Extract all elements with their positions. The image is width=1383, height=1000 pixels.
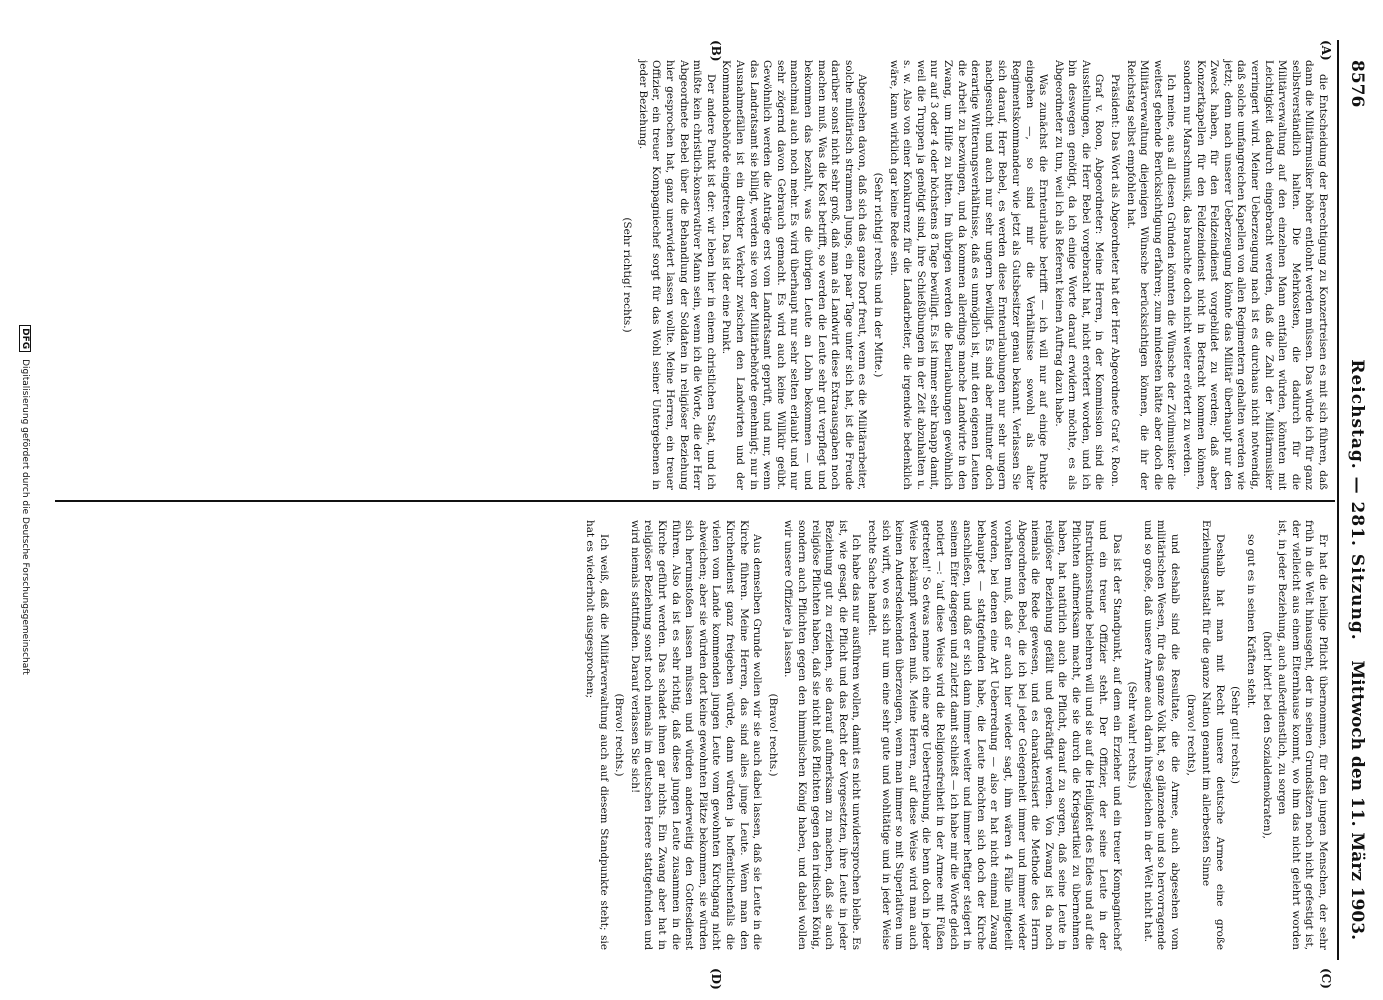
paragraph: Ich weiß, daß die Militärverwaltung auch auf diesem Standpunkte steht; sie hat es wiederholt ausgesprochen;: [584, 520, 610, 950]
funding-footer: [19, 0, 31, 1000]
paragraph: Der andere Punkt ist der: wir leben hier in einem christlichen Staat, und ich müßte kein christlich-konservativer Mann sein, wenn ich die Worte, die der Herr Abgeordnete Bebel über die Behandlung der Soldaten in religiöser Beziehung hier gesprochen hat, ganz unerwidert lassen wollte. Meine Herren, ein treuer Offizier, ein treuer Kompagniechef sorgt für das Wohl seiner Untergebenen in jeder Beziehung.: [636, 60, 717, 490]
interjection: (Sehr wahr! rechts.): [1126, 681, 1139, 789]
margin-marker-d: (D): [709, 968, 723, 990]
dfg-logo: DFG: [19, 325, 31, 352]
paragraph: Aus demselben Grunde wollen wir sie auch dabei lassen, daß sie Leute in die Kirche führen. Meine Herren, das sind alles junge Leute. Wenn man den Kirchendienst ganz freigeben würde, dann würden ja hoffentlichenfalls die vielen vom Lande kommenden jungen Leute vom gewohnten Kirchgang nicht abweichen; aber sie würden dort keine gewohnten Plätze bekommen, sie würden sich herumstoßen lassen müssen und würden anderweitig den Gottesdienst führen. Also da ist es sehr richtig, daß diese jungen Leute zusammen in die Kirche geführt werden. Das schadet ihnen gar nichts. Ein Zwang aber hat in religiöser Beziehung sonst noch niemals im deutschen Heere stattgefunden und wird niemals stattfinden. Darauf verlassen Sie sich!: [628, 520, 764, 950]
paragraph: Er hat die heilige Pflicht übernommen, für den jungen Menschen, der sehr früh in die Welt hinausgeht, der in seinen Grundsätzen noch nicht gefestigt ist, der vielleicht aus einem Elternhause kommt, wo ihm das nicht gelehrt worden ist, in jeder Beziehung, auch außerdienstlich, zu sorgen: [1276, 520, 1329, 950]
paragraph: Das ist der Standpunkt, auf dem ein Erzieher und ein treuer Kompagniechef und ein treuer Offizier steht. Der Offizier, der seine Leute in der Instruktionsstunde belehren will und sie auf die Heiligkeit des Eides und auf die Pflichten aufmerksam macht, die sie durch die Kriegsartikel zu übernehmen haben, hat natürlich auch die Pflicht, darauf zu sorgen, daß seine Leute in religiöser Beziehung gefällt und gekräftigt werden. Von Zwang ist da noch niemals die Rede gewesen, und es charakterisiert die Methode des Herrn Abgeordneten Bebel, die ich bei jeder Gelegenheit immer und immer wieder vorhalten muß, daß er auch hier wieder sagt, ihm wären 4 Fälle mitgeteilt worden, bei denen eine Art Ueberredung — also er hat nicht einmal Zwang behauptet — stattgefunden habe, die Leute möchten sich doch der Kirche anschließen, und daß er sich dann immer weiter und immer heftiger steigert in seinem Eifer dagegen und zuletzt damit schließt — ich habe mir die Worte gleich notiert —: 'auf diese Weise wird die Religionsfreiheit in der Armee mit Füßen getreten!' So etwas nenne ich eine arge Uebertreibung, die benn doch in jeder Weise bekämpft werden muß. Meine Herren, auf diese Weise wird man auch keinen Andersdenkenden überzeugen, wenn man immer so mit Superlativen um sich wirft, wo es sich nur um eine sehr gute und wohltätige und in jeder Weise rechte Sache handelt.: [866, 520, 1123, 950]
paragraph: die Entscheidung der Berechtigung zu Konzertreisen es mit sich führen, daß dann die Militärmusiker höher entlohnt werden müssen. Das würde ich für ganz selbstverständlich halten. Die Mehrkosten, die dadurch für die Militärverwaltung auf den einzelnen Mann entfallen würden, könnten mit Leichtigkeit dadurch eingebracht werden, daß die Zahl der Militärmusiker verringert wird. Meiner Ueberzeugung nach ist es durchaus nicht notwendig, daß solche umfangreichen Kapellen von allen Regimentern gehalten werden wie jetzt; denn nach unserer Ueberzeugung könnte das Militär überhaupt nur den Zweck haben, für den Feldzeindienst vorgebildet zu werden; daß aber Konzertkapellen für den Feldzeindienst nicht in Betracht kommen können, sondern nur Marschmusik, das brauchte doch nicht weiter erörtert zu werden.: [1181, 60, 1329, 490]
header-rule: [1337, 40, 1339, 960]
interjection: (Bravo! rechts.): [613, 693, 626, 777]
interjection: (Sehr richtig! rechts und in der Mitte.): [872, 172, 884, 378]
margin-marker-c: (C): [1319, 968, 1333, 989]
interjection: (Bravo! rechts.): [766, 693, 779, 777]
paragraph: Deshalb hat man mit Recht unsere deutsche Armee eine große Erziehungsanstalt für die ganze Nation genannt im allerbesten Sinne: [1200, 520, 1226, 950]
paragraph: Ich habe das nur ausführen wollen, damit es nicht unwidersprochen bleibe. Es ist, wie gesagt, die Pflicht und das Recht der Vorgesetzten, ihre Leute in jeder Beziehung gut zu erziehen, sie darauf aufmerksam zu machen, daß sie auch religiöse Pflichten haben, daß sie nicht bloß Pflichten gegen den irdischen König, sondern auch Pflichten gegen den himmlischen König haben, und dabei wollen wir unsere Offiziere ja lassen.: [782, 520, 863, 950]
column-divider: [55, 500, 1335, 502]
interjection: (Sehr richtig! rechts.): [621, 217, 634, 333]
paragraph: Abgesehen davon, daß sich das ganze Dorf freut, wenn es die Militärarbeiter, solche militärisch strammen Jungs, ein paar Tage unter sich hat, ist die Freude darüber sonst nicht sehr groß, daß man als Landwirt diese Extraausgaben noch machen muß. Was die Kost betrifft, so werden die Leute sehr gut verpflegt und bekommen das bezahlt, was die übrigen Leute an Lohn bekommen — und manchmal auch noch mehr. Es wird überhaupt nur sehr selten erlaubt und nur sehr zögernd davon Gebrauch gemacht. Es wird auch keine Willkür geübt. Gewöhnlich werden die Anträge erst vom Landratsamt geprüft, und nur, wenn das Landratsamt sie billigt, werden sie von der Militärbehörde genehmigt; nur in Ausnahmefällen ist ein direkter Verkehr zwischen den Landwirten und der Kommandobehörde eingetreten. Das ist der eine Punkt.: [720, 60, 869, 490]
paragraph: Ich meine, aus all diesen Gründen könnten die Wünsche der Zivilmusiker die weitest gehende Berücksichtigung erfahren; zum mindesten hätte aber doch die Militärverwaltung diejenigen Wünsche berücksichtigen können, die ihr der Reichstag selbst empfohlen hat.: [1124, 60, 1178, 490]
session-date: Mittwoch den 11. März 1903.: [1347, 660, 1367, 940]
paragraph: Was zunächst die Ernteurlaube betrifft — ich will nur auf einige Punkte eingehen —, so sind mir die Verhältnisse sowohl als alter Regimentskommandeur wie jetzt als Gutsbesitzer genau bekannt. Verlassen Sie sich darauf, Herr Bebel, es werden diese Ernteurlaubungen nur sehr ungern nachgesucht und auch nur sehr ungern bewilligt. Es sind aber mitunter doch derartige Witterungsverhältnisse, daß es unmöglich ist, mit den eigenen Leuten die Arbeit zu bezwingen, und da kommen allerdings manche Landwirte in den Zwang, um Hilfe zu bitten. Im übrigen werden die Beurlaubungen gewöhnlich nur auf 3 oder 4 oder höchstens 8 Tage bewilligt. Es ist immer sehr knapp damit, weil die Truppen ja genötigt sind, ihre Schießübungen in der Zeit abzuhalten u. s. w. Also von einer Konkurrenz für die Landarbeiter, die irgendwie bedenklich wäre, kann wirklich gar keine Rede sein.: [887, 60, 1050, 490]
margin-marker-b: (B): [709, 40, 723, 62]
right-column: [581, 520, 1329, 950]
session-title: Reichstag. — 281. Sitzung.: [1347, 359, 1367, 641]
paragraph: Graf v. Roon, Abgeordneter: Meine Herren, in der Kommission sind die Ausstellungen, die Herr Bebel vorgebracht hat, nicht erörtert worden, und ich bin deswegen genötigt, da ich einige Worte darauf erwidern möchte, es als Abgeordneter zu tun, weil ich als Referent keinen Auftrag dazu habe.: [1052, 60, 1106, 490]
interjection: (bravo! rechts),: [1184, 694, 1197, 776]
paragraph: und deshalb sind die Resultate, die die Armee, auch abgesehen vom militärischen Wesen, für das ganze Volk hat, so glänzende und so hervorragende und so große, daß unsere Armee auch darin ihresgleichen in der Welt nicht hat.: [1141, 520, 1182, 950]
funding-note: Digitalisierung gefördert durch die Deutsche Forschungsgemeinschaft: [20, 359, 30, 675]
page-number: 8576: [1347, 60, 1367, 108]
left-column: [618, 60, 1329, 490]
margin-marker-a: (A): [1319, 40, 1333, 61]
paragraph: so gut es in seinen Kräften steht.: [1245, 534, 1258, 709]
interjection: (Sehr gut! rechts.): [1229, 686, 1242, 784]
page-header: [1333, 60, 1373, 940]
paragraph: Präsident: Das Wort als Abgeordneter hat der Herr Abgeordnete Graf v. Roon.: [1109, 74, 1122, 487]
interjection: (hört! hört! bei den Sozialdemokraten),: [1260, 631, 1273, 839]
